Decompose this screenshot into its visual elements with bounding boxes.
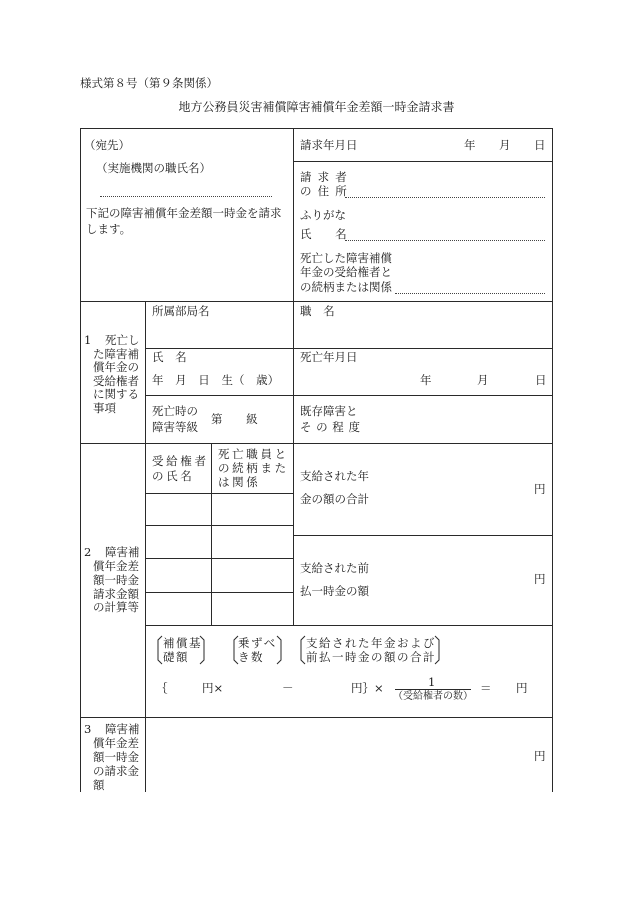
section3-heading-line: 償年金差 bbox=[93, 736, 139, 750]
claim-date-bottom-line bbox=[293, 161, 553, 162]
base-amount-bracket bbox=[156, 635, 206, 665]
claimant-furigana-label: ふりがな bbox=[300, 208, 346, 222]
section3-heading-line: の請求金 bbox=[93, 764, 139, 778]
form-title: 地方公務員災害補償障害補償年金差額一時金請求書 bbox=[178, 100, 455, 114]
section2-heading-line: 償年金差 bbox=[93, 559, 139, 573]
disability-grade-value: 第 級 bbox=[211, 412, 258, 426]
paid-amount-divider bbox=[293, 535, 553, 536]
paid-total-bracket bbox=[299, 635, 441, 665]
beneficiary-row-line bbox=[145, 493, 293, 494]
position-label: 職 名 bbox=[300, 304, 335, 318]
formula-yen-close-times: 円｝× bbox=[351, 681, 384, 695]
advance-paid-label-1: 支給された前 bbox=[300, 561, 369, 575]
section1-heading-line: 事項 bbox=[93, 400, 116, 415]
section3-heading-line: 額 bbox=[93, 778, 105, 792]
section1-heading-line: 償年金の bbox=[93, 360, 139, 374]
fraction-bar bbox=[395, 689, 471, 690]
addressee-to-label: （宛先） bbox=[84, 138, 130, 152]
existing-disability-label-2: そ の 程 度 bbox=[300, 420, 360, 434]
beneficiary-row-line bbox=[145, 525, 293, 526]
claim-day-unit: 日 bbox=[534, 138, 546, 152]
claim-amount-yen-unit: 円 bbox=[534, 749, 546, 763]
claim-year-unit: 年 bbox=[464, 138, 476, 152]
birth-date-label: 年 月 日 生（ 歳） bbox=[152, 373, 280, 387]
pension-paid-label-2: 金の額の合計 bbox=[300, 492, 369, 506]
section2-heading-line: 請求金額 bbox=[93, 587, 139, 601]
section3-number: 3 bbox=[84, 722, 92, 736]
formula-denominator: （受給権者の数） bbox=[393, 691, 473, 702]
existing-disability-label-1: 既存障害と bbox=[300, 404, 358, 418]
center-column-line bbox=[293, 128, 294, 625]
paid-total-label-2: 前払一時金の額の合計 bbox=[306, 650, 436, 664]
relationship-header-1: 死 亡 職 員 と bbox=[218, 447, 287, 461]
section2-heading-line: 額一時金 bbox=[93, 573, 139, 587]
advance-paid-yen-unit: 円 bbox=[534, 572, 546, 586]
section1-heading-line: 受給権者 bbox=[93, 373, 139, 388]
formula-numerator: 1 bbox=[428, 675, 436, 689]
base-amount-label-2: 礎額 bbox=[163, 650, 189, 664]
section1-top-line bbox=[80, 301, 553, 302]
claimant-relationship-label-3: の続柄または関係 bbox=[300, 280, 392, 294]
disability-grade-label-2: 障害等級 bbox=[152, 420, 198, 434]
pension-paid-yen-unit: 円 bbox=[534, 482, 546, 496]
section1-row-line bbox=[145, 348, 553, 349]
disability-grade-label-1: 死亡時の bbox=[152, 404, 198, 418]
claimant-relationship-label-2: 年金の受給権者と bbox=[300, 265, 392, 279]
section1-heading-line: 死亡し bbox=[105, 333, 140, 347]
formula-top-line bbox=[145, 625, 553, 626]
section1-heading-line: た障害補 bbox=[93, 346, 139, 361]
claimant-address-dotted-line bbox=[345, 197, 545, 198]
claim-month-unit: 月 bbox=[499, 138, 511, 152]
relationship-header-2: の 続 柄 ま た bbox=[218, 461, 287, 475]
death-month-unit: 月 bbox=[477, 373, 489, 387]
addressee-official-label: （実施機関の職氏名） bbox=[96, 161, 211, 175]
beneficiary-column-line bbox=[211, 443, 212, 625]
section2-top-line bbox=[80, 443, 553, 444]
table-left-border bbox=[80, 128, 81, 792]
formula-yen-times: 円× bbox=[202, 681, 224, 695]
addressee-dotted-line bbox=[100, 196, 272, 197]
formula-equals: ＝ bbox=[480, 681, 492, 695]
multiplier-bracket bbox=[232, 635, 283, 665]
request-statement-line-1: 下記の障害補償年金差額一時金を請求 bbox=[86, 206, 282, 220]
request-statement-line-2: します。 bbox=[86, 222, 132, 236]
formula-result-yen-unit: 円 bbox=[516, 681, 528, 695]
claimant-relationship-label-1: 死亡した障害補償 bbox=[300, 251, 392, 265]
formula-minus: － bbox=[282, 681, 294, 695]
multiplier-label-1: 乗ずべ bbox=[238, 636, 277, 650]
claimant-address-label-2: の 住 所 bbox=[300, 184, 347, 198]
claimant-address-label-1: 請 求 者 bbox=[300, 170, 347, 184]
beneficiary-row-line bbox=[145, 592, 293, 593]
form-number: 様式第８号（第９条関係） bbox=[80, 76, 218, 90]
beneficiary-name-header-2: の 氏 名 bbox=[152, 469, 192, 483]
death-year-unit: 年 bbox=[420, 373, 432, 387]
section2-heading-line: の計算等 bbox=[93, 600, 139, 614]
table-top-border bbox=[80, 128, 553, 129]
death-day-unit: 日 bbox=[535, 373, 547, 387]
table-right-border bbox=[552, 128, 553, 792]
section3-heading-line: 額一時金 bbox=[93, 750, 139, 764]
section3-heading-line: 障害補 bbox=[105, 722, 140, 736]
beneficiary-name-header-1: 受 給 権 者 bbox=[152, 454, 206, 468]
claim-date-label: 請求年月日 bbox=[300, 138, 358, 152]
claimant-name-label: 氏 名 bbox=[300, 227, 347, 241]
claimant-name-dotted-line bbox=[345, 240, 545, 241]
beneficiary-row-line bbox=[145, 558, 293, 559]
section2-number: 2 bbox=[84, 545, 92, 559]
section-heading-column-line bbox=[145, 301, 146, 792]
pension-paid-label-1: 支給された年 bbox=[300, 469, 369, 483]
section1-number: 1 bbox=[84, 333, 92, 347]
deceased-name-label: 氏 名 bbox=[152, 350, 187, 364]
section2-heading-line: 障害補 bbox=[105, 545, 140, 559]
advance-paid-label-2: 払一時金の額 bbox=[300, 584, 369, 598]
paid-total-label-1: 支給された年金および bbox=[306, 636, 436, 650]
death-date-label: 死亡年月日 bbox=[300, 350, 358, 364]
claimant-relationship-dotted-line bbox=[395, 293, 545, 294]
section1-row-line bbox=[145, 395, 553, 396]
base-amount-label-1: 補償基 bbox=[163, 636, 202, 650]
formula-open-brace: ｛ bbox=[156, 681, 168, 695]
relationship-header-3: は 関 係 bbox=[218, 475, 258, 489]
section3-top-line bbox=[80, 717, 553, 718]
department-label: 所属部局名 bbox=[152, 304, 210, 318]
section1-heading-line: に関する bbox=[93, 387, 139, 401]
multiplier-label-2: き数 bbox=[238, 650, 264, 664]
